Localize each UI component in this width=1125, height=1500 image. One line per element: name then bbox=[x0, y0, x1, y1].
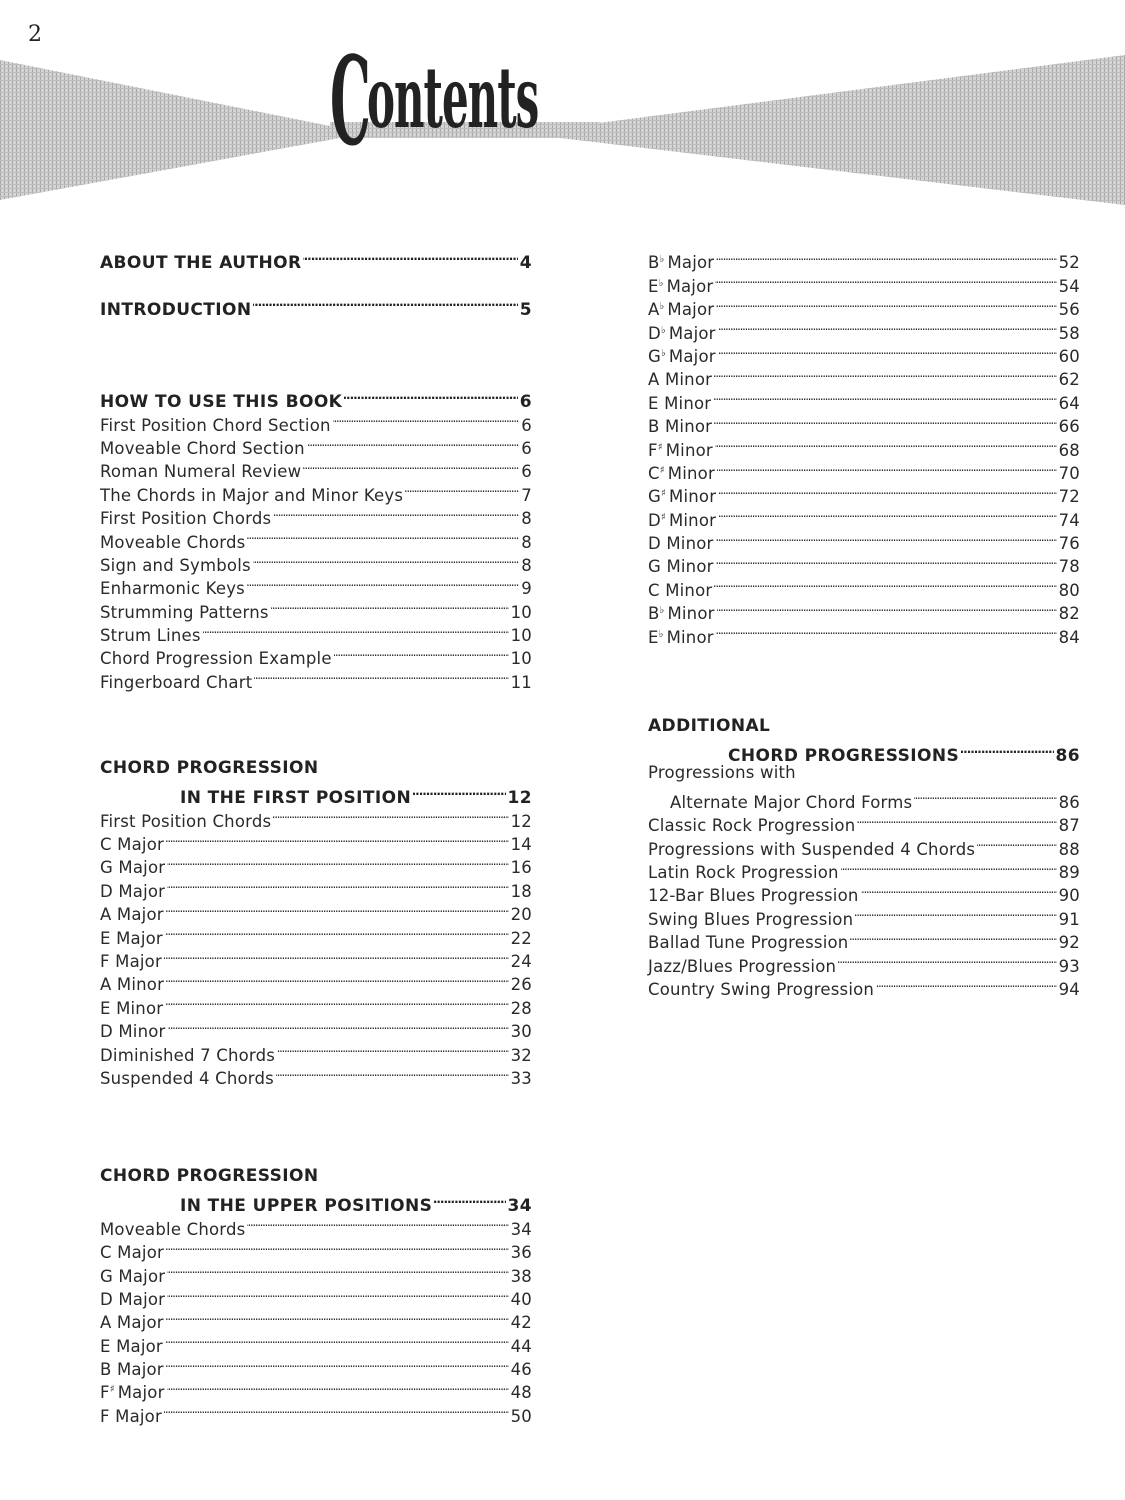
leader-dots bbox=[713, 385, 1056, 408]
entry-label: Sign and Symbols bbox=[100, 555, 251, 575]
entry-page-number: 88 bbox=[1058, 839, 1080, 859]
entry-label: Enharmonic Keys bbox=[100, 579, 245, 599]
entry-label: Suspended 4 Chords bbox=[100, 1068, 274, 1088]
toc-entry-line1[interactable]: Progressions with bbox=[648, 763, 796, 783]
leader-dots bbox=[841, 855, 1057, 878]
entry-label: E Minor bbox=[100, 998, 164, 1018]
entry-page-number: 66 bbox=[1058, 417, 1080, 437]
entry-page-number: 10 bbox=[510, 626, 532, 646]
entry-page-number: 94 bbox=[1058, 979, 1080, 999]
entry-page-number: 8 bbox=[521, 555, 532, 575]
leader-dots bbox=[307, 431, 519, 454]
toc-entry-about[interactable]: ABOUT THE AUTHOR . . . 4 bbox=[100, 245, 532, 268]
leader-dots bbox=[164, 944, 509, 967]
entry-page-number: 24 bbox=[510, 951, 532, 971]
key-quality: Minor bbox=[667, 463, 715, 483]
entry-page-number: 8 bbox=[521, 532, 532, 552]
flat-icon: ♭ bbox=[659, 254, 665, 266]
entry-page-number: 82 bbox=[1058, 604, 1080, 624]
entry-page-number: 20 bbox=[510, 905, 532, 925]
toc-entry[interactable] bbox=[648, 268, 1080, 296]
entry-page-number: 56 bbox=[1058, 300, 1080, 320]
banner-left-wedge bbox=[0, 60, 340, 200]
leader-dots bbox=[166, 1235, 509, 1258]
entry-page-number: 12 bbox=[510, 811, 532, 831]
entry-label: Progressions with Suspended 4 Chords bbox=[648, 839, 976, 859]
entry-page-number: 30 bbox=[510, 1022, 532, 1042]
toc-entry[interactable] bbox=[648, 339, 1080, 366]
key-quality: Minor bbox=[664, 370, 713, 390]
flat-icon: ♭ bbox=[658, 277, 664, 289]
entry-page-number: 40 bbox=[510, 1289, 532, 1309]
entry-label: D Major bbox=[100, 1289, 166, 1309]
entry-label: C Major bbox=[100, 1243, 164, 1263]
leader-dots bbox=[166, 897, 509, 920]
leader-dots bbox=[857, 808, 1056, 831]
flat-icon: ♭ bbox=[659, 605, 665, 617]
entry-page-number: 80 bbox=[1058, 580, 1080, 600]
entry-page-number: 16 bbox=[510, 858, 532, 878]
sharp-icon: ♯ bbox=[660, 511, 666, 523]
toc-entry[interactable] bbox=[648, 385, 1080, 413]
toc-right-column bbox=[648, 245, 1080, 999]
entry-page-number: 6 bbox=[521, 415, 532, 435]
leader-dots bbox=[165, 920, 509, 943]
key-quality: Minor bbox=[666, 534, 714, 554]
toc-entry[interactable] bbox=[648, 315, 1080, 343]
toc-entry[interactable] bbox=[100, 990, 532, 1018]
key-quality: Major bbox=[666, 276, 714, 296]
entry-page-number: 48 bbox=[510, 1383, 532, 1403]
entry-page-number: 6 bbox=[521, 438, 532, 458]
entry-label: F Major bbox=[100, 951, 162, 971]
entry-label: Classic Rock Progression bbox=[648, 816, 856, 836]
key-letter: E bbox=[648, 393, 659, 413]
entry-label: First Position Chords bbox=[100, 509, 272, 529]
sharp-icon: ♯ bbox=[657, 441, 663, 453]
toc-entry[interactable] bbox=[648, 596, 1080, 624]
entry-page-number: 50 bbox=[510, 1406, 532, 1426]
key-letter: F bbox=[100, 1383, 110, 1403]
key-quality: Minor bbox=[668, 510, 717, 530]
toc-entry[interactable] bbox=[100, 1375, 532, 1403]
leader-dots bbox=[344, 384, 518, 407]
key-letter: D bbox=[648, 534, 661, 554]
leader-dots bbox=[254, 664, 508, 687]
leader-dots bbox=[716, 549, 1057, 572]
toc-entry[interactable] bbox=[648, 784, 1080, 812]
entry-page-number: 8 bbox=[521, 509, 532, 529]
entry-page-number: 78 bbox=[1058, 557, 1080, 577]
entry-label bbox=[648, 368, 714, 391]
key-quality: Major bbox=[668, 323, 716, 343]
leader-dots bbox=[273, 501, 519, 524]
leader-dots bbox=[876, 972, 1057, 995]
toc-entry[interactable] bbox=[648, 456, 1080, 483]
leader-dots bbox=[167, 1282, 508, 1305]
entry-page-number: 89 bbox=[1058, 862, 1080, 882]
leader-dots bbox=[271, 594, 509, 617]
entry-label: F Major bbox=[100, 1406, 162, 1426]
leader-dots bbox=[247, 524, 519, 547]
leader-dots bbox=[838, 948, 1056, 971]
leader-dots bbox=[165, 1328, 509, 1351]
entry-page-number: 86 bbox=[1058, 792, 1080, 812]
entry-page-number: 32 bbox=[510, 1045, 532, 1065]
entry-page-number: 18 bbox=[510, 881, 532, 901]
leader-dots bbox=[718, 339, 1057, 362]
key-quality: Minor bbox=[665, 440, 713, 460]
entry-page-number: 38 bbox=[510, 1266, 532, 1286]
entry-label bbox=[648, 506, 718, 532]
leader-dots bbox=[253, 548, 520, 571]
key-letter: A bbox=[648, 300, 660, 320]
key-letter: E bbox=[648, 627, 659, 647]
leader-dots bbox=[914, 784, 1056, 807]
entry-label: E Major bbox=[100, 928, 163, 948]
entry-page-number: 36 bbox=[510, 1243, 532, 1263]
key-letter: A bbox=[648, 370, 660, 390]
leader-dots bbox=[167, 850, 508, 873]
key-letter: G bbox=[648, 346, 661, 366]
leader-dots bbox=[203, 618, 509, 641]
leader-dots bbox=[167, 1258, 508, 1281]
entry-label bbox=[648, 342, 718, 368]
toc-entry[interactable] bbox=[100, 1211, 532, 1239]
entry-page-number: 54 bbox=[1058, 276, 1080, 296]
entry-label: C Major bbox=[100, 835, 164, 855]
leader-dots bbox=[718, 315, 1057, 338]
leader-dots bbox=[961, 738, 1053, 761]
entry-label: Ballad Tune Progression bbox=[648, 933, 849, 953]
entry-page-number: 7 bbox=[521, 485, 532, 505]
toc-entry[interactable] bbox=[100, 1398, 532, 1426]
key-quality: Minor bbox=[664, 393, 712, 413]
entry-label: B Major bbox=[100, 1360, 164, 1380]
entry-label: A Major bbox=[100, 905, 164, 925]
key-quality: Minor bbox=[666, 557, 714, 577]
entry-label: 12-Bar Blues Progression bbox=[648, 886, 859, 906]
entry-label: D Minor bbox=[100, 1022, 166, 1042]
entry-page-number: 10 bbox=[510, 649, 532, 669]
upper-positions-heading-line1: CHORD PROGRESSION bbox=[100, 1165, 319, 1186]
entry-page-number: 68 bbox=[1058, 440, 1080, 460]
entry-label: Fingerboard Chart bbox=[100, 672, 253, 692]
key-quality: Major bbox=[668, 346, 716, 366]
key-letter: B bbox=[648, 417, 660, 437]
toc-section-first-position[interactable]: IN THE FIRST POSITION . . . 12 bbox=[100, 780, 532, 803]
key-quality: Major bbox=[667, 253, 715, 273]
entry-label: Diminished 7 Chords bbox=[100, 1045, 276, 1065]
leader-dots bbox=[333, 407, 520, 430]
toc-entry[interactable] bbox=[100, 920, 532, 948]
entry-label: D Major bbox=[100, 881, 166, 901]
sharp-icon: ♯ bbox=[661, 488, 667, 500]
entry-page-number: 28 bbox=[510, 998, 532, 1018]
leader-dots bbox=[717, 596, 1057, 619]
leader-dots bbox=[850, 925, 1056, 948]
entry-page-number: 87 bbox=[1058, 816, 1080, 836]
leader-dots bbox=[413, 780, 505, 803]
entry-label: Strum Lines bbox=[100, 626, 201, 646]
page-title bbox=[330, 29, 710, 173]
entry-label bbox=[100, 1378, 167, 1404]
key-letter: E bbox=[648, 276, 659, 296]
entry-page-number: 42 bbox=[510, 1313, 532, 1333]
key-quality: Major bbox=[117, 1383, 165, 1403]
toc-entry[interactable] bbox=[100, 1352, 532, 1380]
leader-dots bbox=[977, 831, 1056, 854]
entry-label: First Position Chords bbox=[100, 811, 272, 831]
leader-dots bbox=[253, 291, 517, 314]
entry-page-number: 33 bbox=[510, 1068, 532, 1088]
additional-items bbox=[648, 761, 1080, 999]
entry-page-number: 91 bbox=[1058, 909, 1080, 929]
entry-page-number: 6 bbox=[521, 462, 532, 482]
key-letter: B bbox=[648, 253, 660, 273]
title-initial: C bbox=[330, 29, 370, 173]
upper-positions-items bbox=[100, 1211, 532, 1426]
entry-label: Roman Numeral Review bbox=[100, 462, 302, 482]
entry-label: Chord Progression Example bbox=[100, 649, 332, 669]
leader-dots bbox=[247, 1211, 508, 1234]
key-quality: Minor bbox=[664, 417, 713, 437]
entry-page-number: 46 bbox=[510, 1360, 532, 1380]
entry-page-number: 84 bbox=[1058, 627, 1080, 647]
key-quality: Major bbox=[667, 300, 715, 320]
flat-icon: ♭ bbox=[660, 324, 666, 336]
leader-dots bbox=[855, 901, 1056, 924]
flat-icon: ♭ bbox=[658, 628, 664, 640]
entry-page-number: 62 bbox=[1058, 370, 1080, 390]
entry-label: A Minor bbox=[100, 975, 165, 995]
sharp-icon: ♯ bbox=[659, 464, 665, 476]
entry-page-number: 70 bbox=[1058, 463, 1080, 483]
entry-page-number: 9 bbox=[521, 579, 532, 599]
title-rest: ontents bbox=[367, 48, 539, 147]
entry-page-number: 60 bbox=[1058, 346, 1080, 366]
entry-page-number: 72 bbox=[1058, 487, 1080, 507]
entry-label: E Major bbox=[100, 1336, 163, 1356]
entry-page-number: 26 bbox=[510, 975, 532, 995]
entry-page-number: 52 bbox=[1058, 253, 1080, 273]
entry-label: First Position Chord Section bbox=[100, 415, 331, 435]
leader-dots bbox=[164, 1398, 509, 1421]
leader-dots bbox=[718, 502, 1056, 525]
additional-heading-line1: ADDITIONAL bbox=[648, 715, 771, 736]
leader-dots bbox=[405, 477, 519, 500]
entry-page-number: 10 bbox=[510, 602, 532, 622]
leader-dots bbox=[861, 878, 1057, 901]
entry-page-number: 64 bbox=[1058, 393, 1080, 413]
sharp-icon: ♯ bbox=[109, 1384, 115, 1396]
key-letter: D bbox=[648, 323, 661, 343]
leader-dots bbox=[167, 873, 508, 896]
first-position-heading-line1: CHORD PROGRESSION bbox=[100, 757, 319, 778]
key-letter: B bbox=[648, 604, 660, 624]
toc-section-additional[interactable]: CHORD PROGRESSIONS . . . 86 bbox=[648, 738, 1080, 761]
entry-label bbox=[648, 532, 716, 555]
flat-icon: ♭ bbox=[661, 347, 666, 359]
leader-dots bbox=[714, 572, 1056, 595]
toc-entry[interactable] bbox=[648, 292, 1080, 320]
leader-dots bbox=[716, 245, 1056, 268]
entry-label bbox=[648, 392, 713, 415]
toc-entry[interactable] bbox=[100, 944, 532, 971]
entry-label: The Chords in Major and Minor Keys bbox=[100, 485, 404, 505]
entry-page-number: 93 bbox=[1058, 956, 1080, 976]
key-letter: F bbox=[648, 440, 658, 460]
entry-label: Moveable Chord Section bbox=[100, 438, 305, 458]
entry-label: Jazz/Blues Progression bbox=[648, 956, 837, 976]
leader-dots bbox=[434, 1188, 505, 1211]
toc-entry[interactable] bbox=[100, 1305, 532, 1333]
leader-dots bbox=[716, 526, 1057, 549]
key-letter: D bbox=[648, 510, 661, 530]
first-position-items bbox=[100, 803, 532, 1088]
leader-dots bbox=[714, 362, 1056, 385]
entry-label: Strumming Patterns bbox=[100, 602, 269, 622]
toc-entry-introduction[interactable]: INTRODUCTION . . . 5 bbox=[100, 291, 532, 314]
leader-dots bbox=[303, 245, 517, 268]
leader-dots bbox=[715, 432, 1057, 455]
leader-dots bbox=[717, 456, 1057, 479]
toc-entry[interactable] bbox=[100, 803, 532, 831]
toc-entry[interactable] bbox=[100, 967, 532, 995]
toc-entry[interactable] bbox=[648, 619, 1080, 647]
entry-label: Country Swing Progression bbox=[648, 979, 875, 999]
entry-label: G Major bbox=[100, 1266, 166, 1286]
leader-dots bbox=[303, 454, 519, 477]
leader-dots bbox=[716, 292, 1056, 315]
entry-page-number: 34 bbox=[510, 1219, 532, 1239]
leader-dots bbox=[166, 967, 509, 990]
leader-dots bbox=[716, 619, 1057, 642]
entry-page-number: 44 bbox=[510, 1336, 532, 1356]
entry-page-number: 76 bbox=[1058, 534, 1080, 554]
leader-dots bbox=[718, 479, 1056, 502]
entry-label: Latin Rock Progression bbox=[648, 862, 839, 882]
entry-page-number: 92 bbox=[1058, 933, 1080, 953]
toc-entry[interactable] bbox=[648, 432, 1080, 460]
key-quality: Minor bbox=[667, 604, 715, 624]
how-to-items bbox=[100, 407, 532, 692]
toc-entry[interactable] bbox=[100, 1328, 532, 1356]
entry-page-number: 11 bbox=[510, 672, 532, 692]
toc-entry[interactable] bbox=[648, 479, 1080, 507]
leader-dots bbox=[166, 827, 509, 850]
toc-left-column bbox=[100, 245, 532, 1426]
page-number: 2 bbox=[28, 22, 42, 47]
entry-page-number: 58 bbox=[1058, 323, 1080, 343]
entry-label bbox=[648, 623, 716, 649]
entry-page-number: 90 bbox=[1058, 886, 1080, 906]
entry-label: G Major bbox=[100, 858, 166, 878]
toc-section-how-to-use[interactable]: HOW TO USE THIS BOOK . . . 6 bbox=[100, 384, 532, 407]
key-letter: C bbox=[648, 463, 660, 483]
leader-dots bbox=[277, 1037, 509, 1060]
flat-icon: ♭ bbox=[659, 301, 665, 313]
key-letter: G bbox=[648, 487, 661, 507]
entry-label: Moveable Chords bbox=[100, 532, 246, 552]
leader-dots bbox=[714, 409, 1056, 432]
leader-dots bbox=[247, 571, 519, 594]
entry-label: Alternate Major Chord Forms bbox=[670, 792, 913, 812]
entry-label bbox=[648, 555, 716, 578]
toc-section-upper-positions[interactable]: IN THE UPPER POSITIONS . . . 34 bbox=[100, 1188, 532, 1211]
toc-entry[interactable] bbox=[648, 245, 1080, 273]
leader-dots bbox=[167, 1375, 509, 1398]
key-quality: Minor bbox=[665, 580, 713, 600]
leader-dots bbox=[276, 1061, 509, 1084]
key-letter: G bbox=[648, 557, 661, 577]
leader-dots bbox=[166, 1305, 509, 1328]
entry-page-number: 22 bbox=[510, 928, 532, 948]
leader-dots bbox=[334, 641, 509, 664]
entry-label: Swing Blues Progression bbox=[648, 909, 854, 929]
entry-page-number: 14 bbox=[510, 835, 532, 855]
entry-label: A Major bbox=[100, 1313, 164, 1333]
entry-label: Moveable Chords bbox=[100, 1219, 246, 1239]
key-letter: C bbox=[648, 580, 660, 600]
leader-dots bbox=[168, 1014, 509, 1037]
leader-dots bbox=[166, 1352, 509, 1375]
entry-page-number: 74 bbox=[1058, 510, 1080, 530]
toc-entry[interactable] bbox=[100, 897, 532, 925]
toc-entry[interactable] bbox=[648, 502, 1080, 530]
key-quality: Minor bbox=[669, 487, 717, 507]
leader-dots bbox=[273, 803, 508, 826]
key-items bbox=[648, 245, 1080, 647]
leader-dots bbox=[715, 268, 1056, 291]
leader-dots bbox=[165, 990, 508, 1013]
key-quality: Minor bbox=[666, 627, 714, 647]
